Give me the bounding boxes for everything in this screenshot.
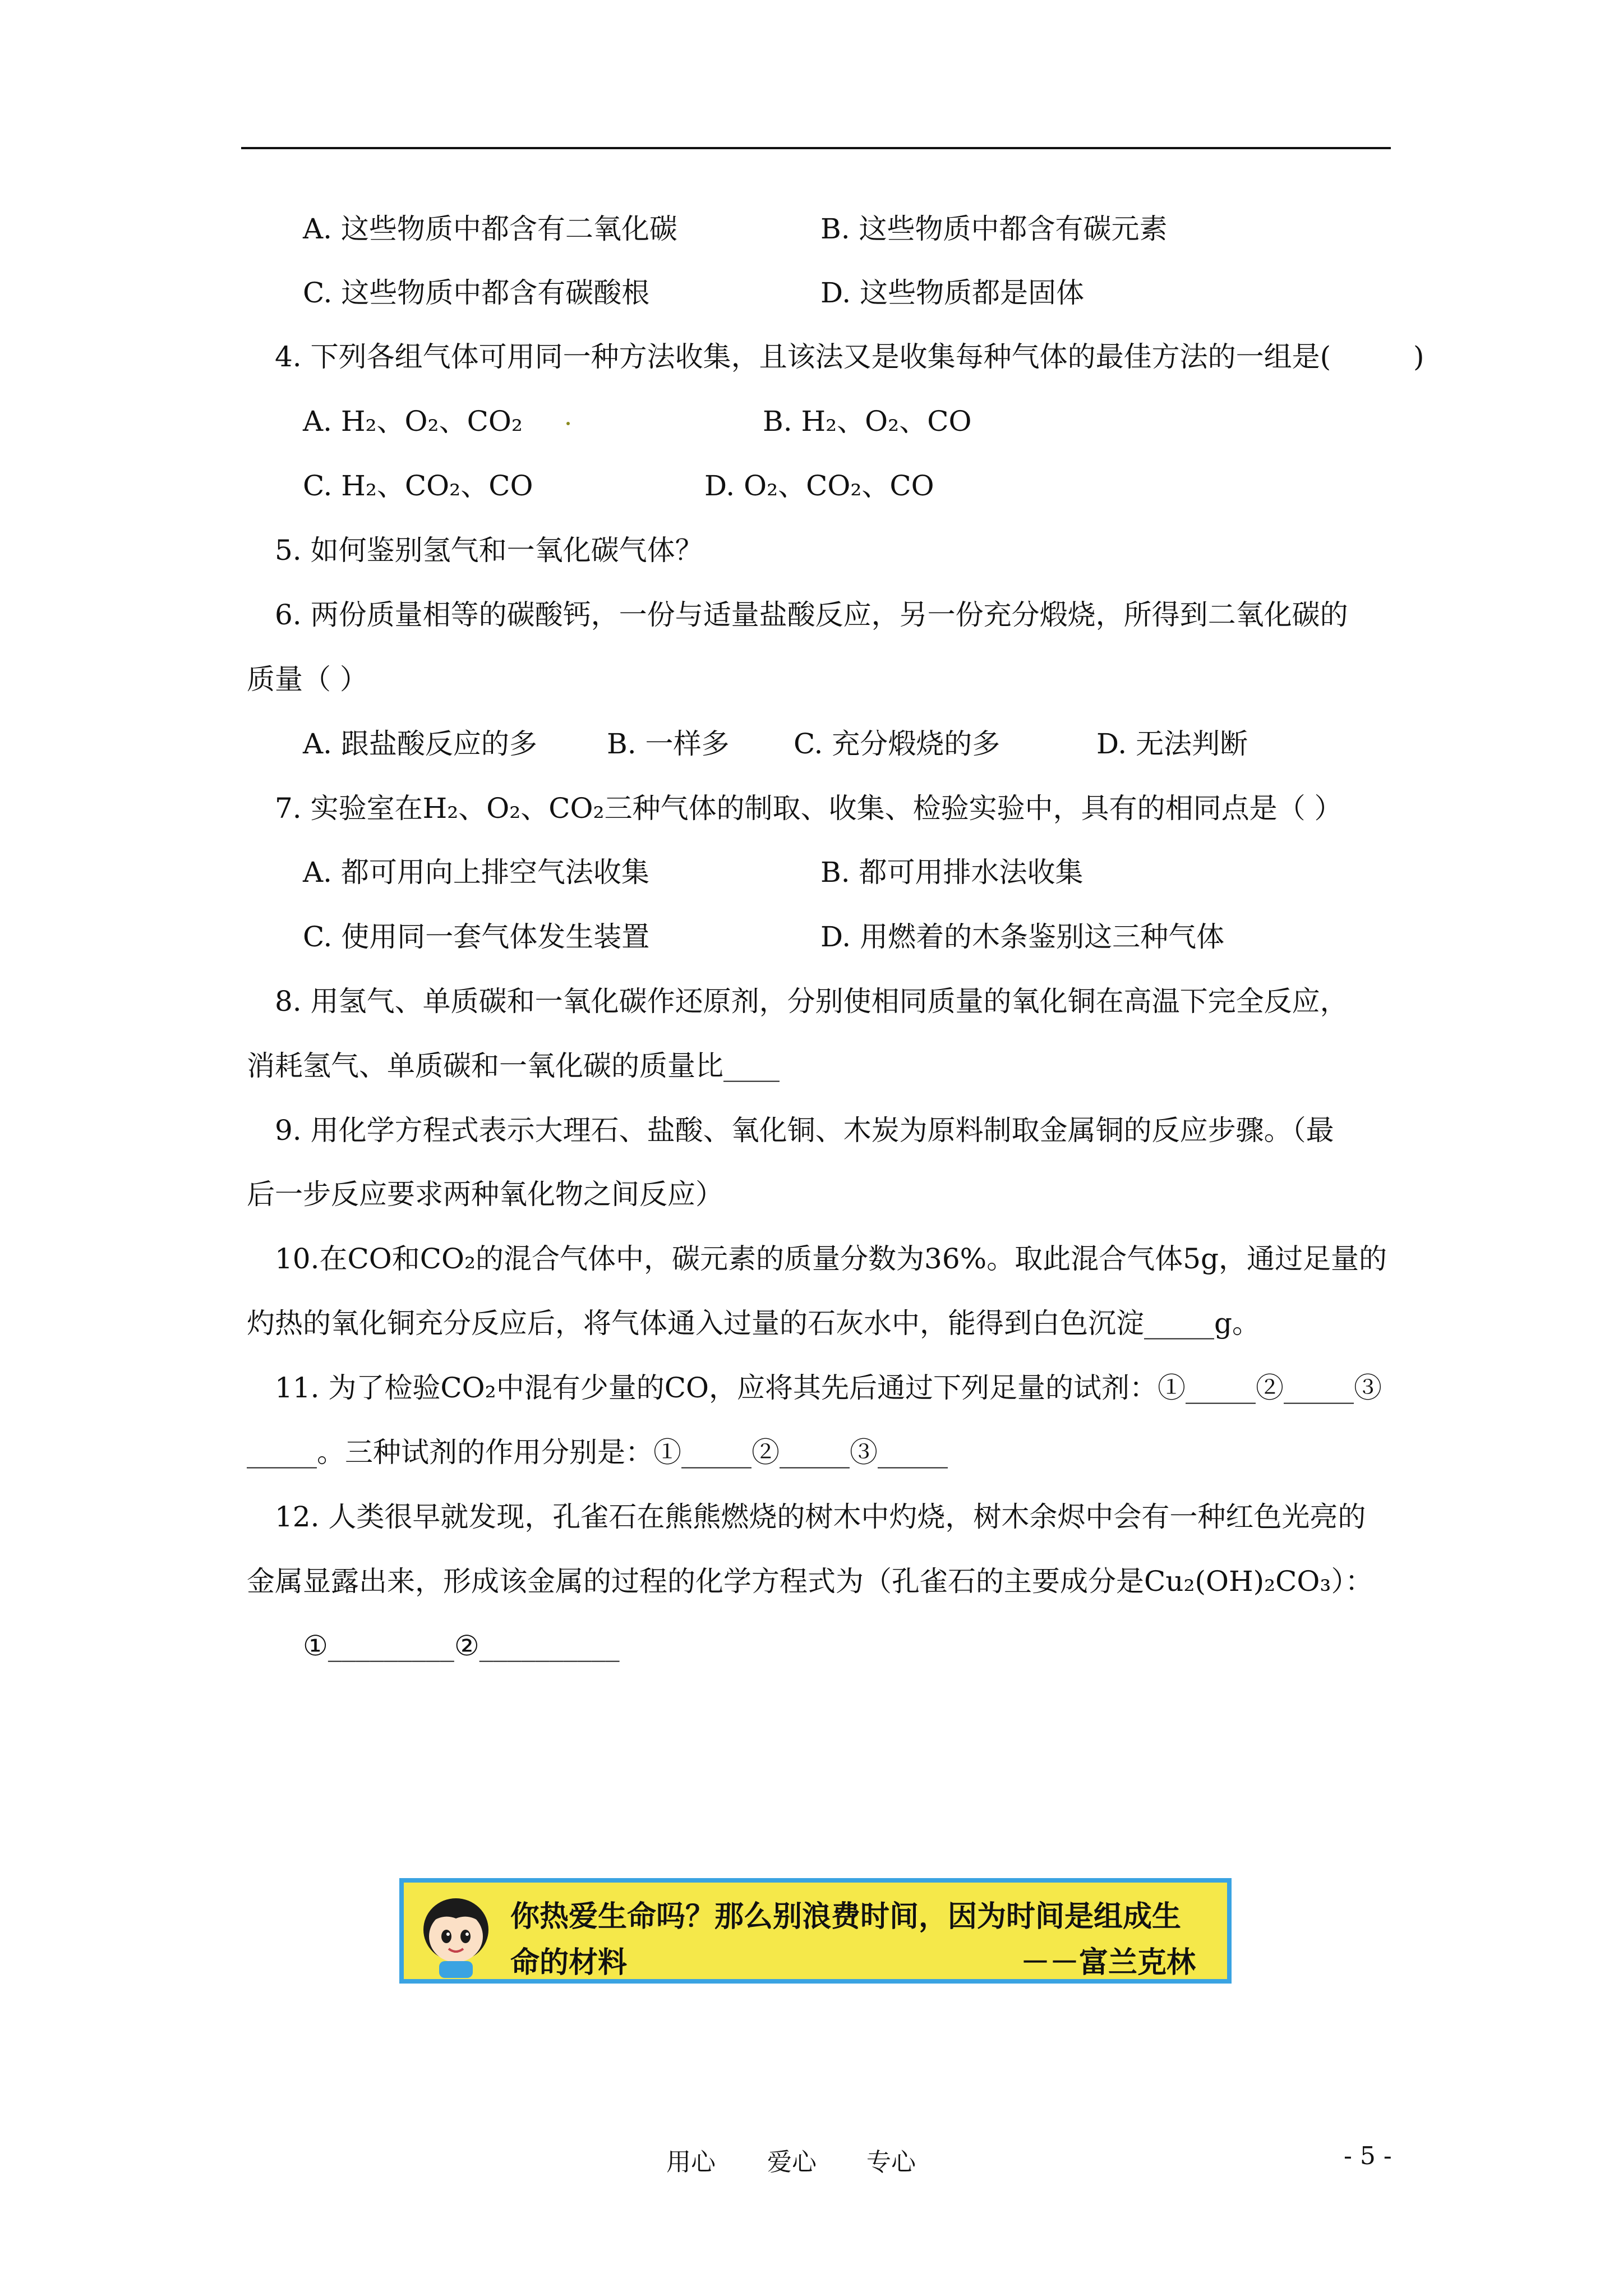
- q4-option-a: A. H₂、O₂、CO₂: [303, 405, 523, 438]
- q4-option-d: D. O₂、CO₂、CO: [704, 470, 934, 502]
- q12-line3: ①_________②__________: [303, 1630, 620, 1662]
- q8-line1: 8. 用氢气、单质碳和一氧化碳作还原剂，分别使相同质量的氧化铜在高温下完全反应，: [275, 985, 1348, 1018]
- q6-line1: 6. 两份质量相等的碳酸钙，一份与适量盐酸反应，另一份充分煅烧，所得到二氧化碳的: [275, 599, 1348, 631]
- q7-option-d: D. 用燃着的木条鉴别这三种气体: [820, 921, 1225, 953]
- stray-dot: [566, 422, 570, 425]
- q4-option-b: B. H₂、O₂、CO: [763, 405, 972, 438]
- q10-line1: 10.在CO和CO₂的混合气体中，碳元素的质量分数为36%。取此混合气体5g，通过足量的: [275, 1243, 1387, 1275]
- q8-line2: 消耗氢气、单质碳和一氧化碳的质量比____: [247, 1050, 780, 1082]
- quote-author: －－富兰克林: [1021, 1946, 1196, 1980]
- q4-option-c: C. H₂、CO₂、CO: [303, 470, 533, 502]
- cartoon-boy-icon: [414, 1890, 498, 1980]
- q3-option-b: B. 这些物质中都含有碳元素: [820, 213, 1168, 245]
- quote-line2: 命的材料: [510, 1946, 628, 1980]
- q6-option-d: D. 无法判断: [1096, 728, 1248, 760]
- q12-line2: 金属显露出来，形成该金属的过程的化学方程式为（孔雀石的主要成分是Cu₂(OH)₂CO₃）：: [247, 1565, 1373, 1598]
- q6-option-b: B. 一样多: [607, 728, 730, 760]
- q4-close-paren: ): [1413, 341, 1424, 373]
- q9-line2: 后一步反应要求两种氧化物之间反应）: [247, 1178, 723, 1211]
- q7-option-c: C. 使用同一套气体发生装置: [303, 921, 650, 953]
- q3-option-a: A. 这些物质中都含有二氧化碳: [303, 213, 677, 245]
- q3-option-d: D. 这些物质都是固体: [820, 277, 1085, 309]
- q11-line1: 11. 为了检验CO₂中混有少量的CO，应将其先后通过下列足量的试剂：①_____②_____③: [275, 1372, 1382, 1404]
- q9-line1: 9. 用化学方程式表示大理石、盐酸、氧化铜、木炭为原料制取金属铜的反应步骤。（最: [275, 1114, 1334, 1147]
- quote-line1: 你热爱生命吗？那么别浪费时间，因为时间是组成生: [510, 1900, 1182, 1934]
- q4-stem: 4. 下列各组气体可用同一种方法收集，且该法又是收集每种气体的最佳方法的一组是(: [275, 341, 1331, 373]
- q3-option-c: C. 这些物质中都含有碳酸根: [303, 277, 650, 309]
- q10-line2: 灼热的氧化铜充分反应后，将气体通入过量的石灰水中，能得到白色沉淀_____g。: [247, 1307, 1261, 1340]
- page-number: - 5 -: [1344, 2142, 1392, 2170]
- q7-option-b: B. 都可用排水法收集: [820, 856, 1083, 889]
- footer-left: 用心: [666, 2148, 716, 2177]
- footer-mid: 爱心: [767, 2148, 817, 2177]
- footer-right: 专心: [866, 2148, 916, 2177]
- q6-option-c: C. 充分煅烧的多: [794, 728, 1000, 760]
- quote-banner: [399, 1878, 1232, 1984]
- q6-line2: 质量（ ）: [247, 663, 368, 696]
- header-rule: [241, 147, 1391, 149]
- q6-option-a: A. 跟盐酸反应的多: [303, 728, 537, 760]
- q7-option-a: A. 都可用向上排空气法收集: [303, 856, 649, 889]
- q5-stem: 5. 如何鉴别氢气和一氧化碳气体？: [275, 534, 703, 567]
- q11-line2: _____。三种试剂的作用分别是：①_____②_____③_____: [247, 1436, 948, 1469]
- q7-stem: 7. 实验室在H₂、O₂、CO₂三种气体的制取、收集、检验实验中，具有的相同点是（ ）: [275, 792, 1343, 825]
- q12-line1: 12. 人类很早就发现，孔雀石在熊熊燃烧的树木中灼烧，树木余烬中会有一种红色光亮的: [275, 1501, 1366, 1533]
